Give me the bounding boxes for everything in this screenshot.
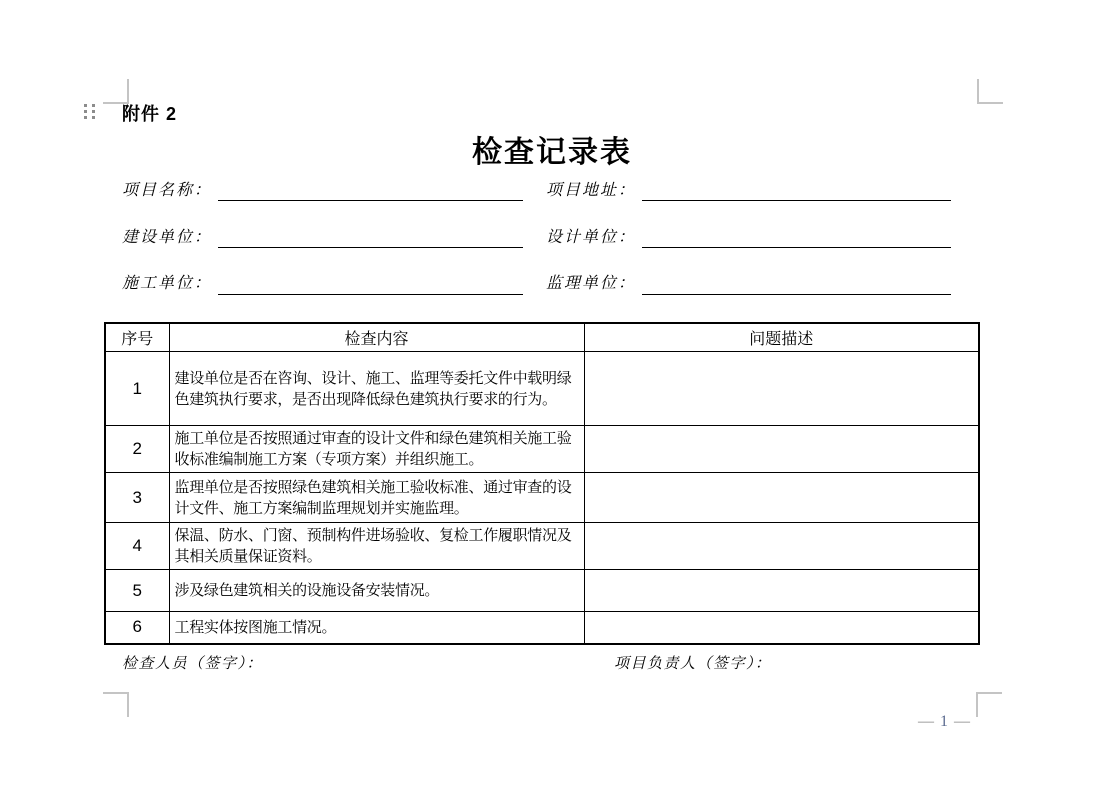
field-input-project-address[interactable] (642, 200, 951, 201)
field-input-project-name[interactable] (218, 200, 523, 201)
column-header-inspection-content: 检查内容 (169, 323, 584, 352)
table-row (105, 473, 979, 523)
margin-crop-mark-top-right-icon (977, 79, 1003, 104)
project-leader-signature-label: 项目负责人（签字）： (614, 656, 772, 672)
issue-description-cell[interactable] (584, 612, 979, 644)
field-input-construction-client[interactable] (218, 247, 523, 248)
drag-handle-icon[interactable] (84, 104, 95, 119)
inspection-content-cell: 监理单位是否按照绿色建筑相关施工验收标准、通过审查的设计文件、施工方案编制监理规划并实施监理。 (169, 473, 584, 523)
page-number (899, 713, 989, 731)
table-row (105, 352, 979, 426)
inspection-content-cell: 工程实体按图施工情况。 (169, 612, 584, 644)
issue-description-cell[interactable] (584, 570, 979, 612)
field-input-supervision-unit[interactable] (642, 294, 951, 295)
page-title: 检查记录表 (472, 136, 632, 169)
table-row (105, 570, 979, 612)
inspection-content-cell: 施工单位是否按照通过审查的设计文件和绿色建筑相关施工验收标准编制施工方案（专项方案）并组织施工。 (169, 426, 584, 473)
row-number-cell: 5 (105, 570, 169, 612)
field-label-project-name: 项目名称： (122, 182, 213, 199)
field-input-builder-unit[interactable] (218, 294, 523, 295)
inspector-signature-label: 检查人员（签字）： (122, 656, 264, 672)
field-label-builder-unit: 施工单位： (122, 275, 213, 292)
row-number-cell: 1 (105, 352, 169, 426)
table-row (105, 523, 979, 570)
inspection-content-cell: 保温、防水、门窗、预制构件进场验收、复检工作履职情况及其相关质量保证资料。 (169, 523, 584, 570)
inspection-table (104, 322, 980, 645)
row-number-cell: 4 (105, 523, 169, 570)
row-number-cell: 3 (105, 473, 169, 523)
field-label-design-unit: 设计单位： (546, 229, 637, 246)
table-row (105, 612, 979, 644)
field-label-construction-client: 建设单位： (122, 229, 213, 246)
table-row (105, 426, 979, 473)
field-label-project-address: 项目地址： (546, 182, 637, 199)
margin-crop-mark-bottom-left-icon (103, 692, 129, 717)
attachment-label: 附件 2 (122, 104, 178, 124)
issue-description-cell[interactable] (584, 473, 979, 523)
issue-description-cell[interactable] (584, 426, 979, 473)
issue-description-cell[interactable] (584, 523, 979, 570)
row-number-cell: 6 (105, 612, 169, 644)
column-header-issue-description: 问题描述 (584, 323, 979, 352)
inspection-content-cell: 涉及绿色建筑相关的设施设备安装情况。 (169, 570, 584, 612)
issue-description-cell[interactable] (584, 352, 979, 426)
table-header-row (105, 323, 979, 352)
row-number-cell: 2 (105, 426, 169, 473)
page-number-dash-left: — (918, 713, 934, 730)
field-input-design-unit[interactable] (642, 247, 951, 248)
column-header-number: 序号 (105, 323, 169, 352)
inspection-content-cell: 建设单位是否在咨询、设计、施工、监理等委托文件中载明绿色建筑执行要求，是否出现降低绿色建筑执行要求的行为。 (169, 352, 584, 426)
page-number-value: 1 (940, 713, 948, 730)
page-number-dash-right: — (954, 713, 970, 730)
field-label-supervision-unit: 监理单位： (546, 275, 637, 292)
